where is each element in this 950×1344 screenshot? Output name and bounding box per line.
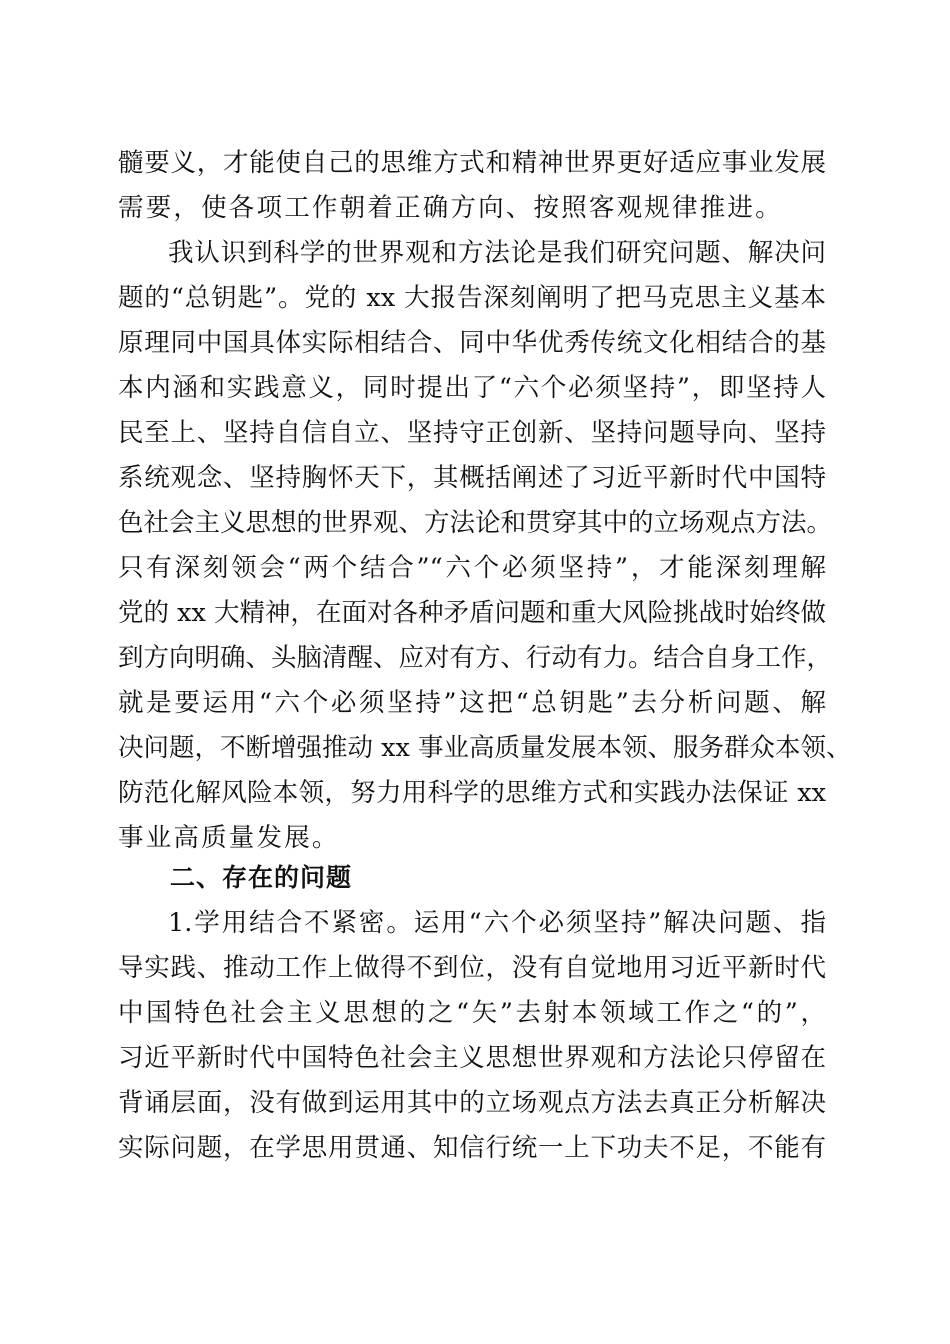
text-line: 原理同中国具体实际相结合、同中华优秀传统文化相结合的基 bbox=[118, 328, 826, 358]
text-line: 中国特色社会主义思想的之“矢”去射本领域工作之“的”， bbox=[118, 998, 826, 1028]
text-line: 背诵层面，没有做到运用其中的立场观点方法去真正分析解决 bbox=[118, 1088, 826, 1118]
paragraph-first-line: 1.学用结合不紧密。运用“六个必须坚持”解决问题、指 bbox=[168, 908, 826, 938]
text-line: 导实践、推动工作上做得不到位，没有自觉地用习近平新时代 bbox=[118, 953, 826, 983]
text-line: 习近平新时代中国特色社会主义思想世界观和方法论只停留在 bbox=[118, 1043, 826, 1073]
text-line: 只有深刻领会“两个结合”“六个必须坚持”，才能深刻理解 bbox=[118, 553, 826, 583]
section-heading: 二、存在的问题 bbox=[170, 863, 353, 892]
text-line: 防范化解风险本领，努力用科学的思维方式和实践办法保证 xx bbox=[118, 778, 826, 808]
text-line: 色社会主义思想的世界观、方法论和贯穿其中的立场观点方法。 bbox=[118, 508, 833, 538]
text-line: 需要，使各项工作朝着正确方向、按照客观规律推进。 bbox=[118, 193, 783, 223]
text-line: 事业高质量发展。 bbox=[118, 823, 340, 853]
text-line: 民至上、坚持自信自立、坚持守正创新、坚持问题导向、坚持 bbox=[118, 418, 826, 448]
text-line: 就是要运用“六个必须坚持”这把“总钥匙”去分析问题、解 bbox=[118, 688, 826, 718]
paragraph-first-line: 我认识到科学的世界观和方法论是我们研究问题、解决问 bbox=[168, 238, 826, 268]
text-line: 系统观念、坚持胸怀天下，其概括阐述了习近平新时代中国特 bbox=[118, 463, 826, 493]
text-line: 到方向明确、头脑清醒、应对有方、行动有力。结合自身工作， bbox=[118, 643, 833, 673]
text-line: 决问题，不断增强推动 xx 事业高质量发展本领、服务群众本领、 bbox=[118, 733, 852, 763]
text-line: 党的 xx 大精神，在面对各种矛盾问题和重大风险挑战时始终做 bbox=[118, 598, 826, 628]
text-line: 题的“总钥匙”。党的 xx 大报告深刻阐明了把马克思主义基本 bbox=[118, 283, 826, 313]
text-line: 本内涵和实践意义，同时提出了“六个必须坚持”，即坚持人 bbox=[118, 373, 826, 403]
text-line: 髓要义，才能使自己的思维方式和精神世界更好适应事业发展 bbox=[118, 148, 826, 178]
text-line: 实际问题，在学思用贯通、知信行统一上下功夫不足，不能有 bbox=[118, 1133, 826, 1163]
